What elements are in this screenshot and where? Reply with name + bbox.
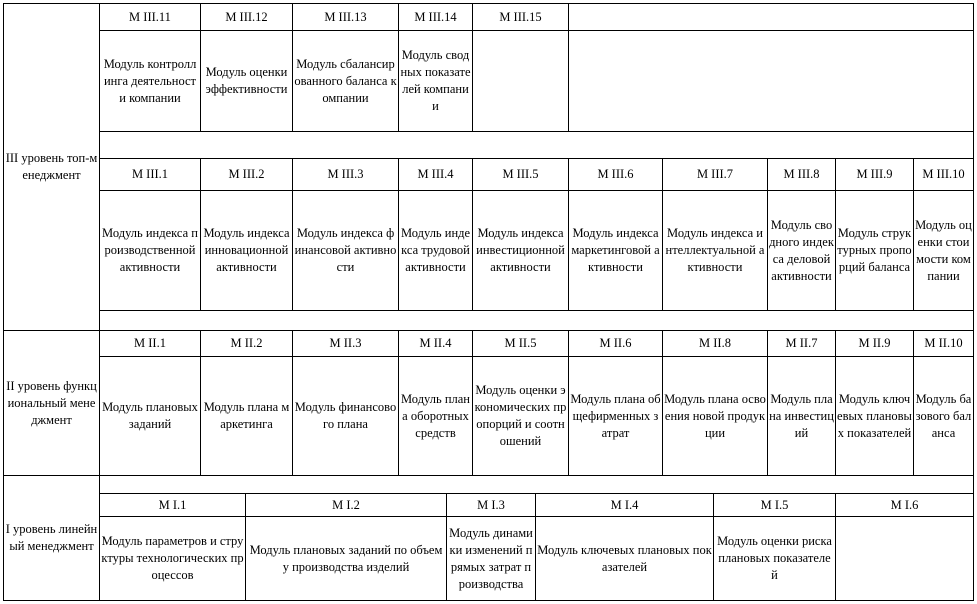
spacer-row (99, 475, 974, 494)
module-name-top-10-text: Модуль оценки стоимости компании (915, 217, 972, 283)
module-name-func-3-text: Модуль финансового плана (294, 400, 397, 431)
module-code-top-1-text: М III.1 (131, 167, 169, 181)
module-code-func-10 (913, 330, 974, 357)
module-code-top-15-text: М III.15 (499, 9, 542, 24)
module-name-top-2 (200, 190, 293, 311)
module-name-top-14 (398, 30, 473, 132)
module-name-line-1-text: Модуль параметров и структуры технологических процессов (101, 534, 244, 582)
module-code-top-7-text: М III.7 (696, 167, 734, 181)
module-name-top-9 (835, 190, 914, 311)
module-code-top-4-text: М III.4 (417, 167, 454, 181)
module-code-line-6 (835, 493, 974, 517)
module-name-line-4-text: Модуль ключевых плановых показателей (537, 542, 712, 574)
module-name-top-15 (472, 30, 569, 132)
module-name-func-10 (913, 356, 974, 476)
module-code-func-4 (398, 330, 473, 357)
module-name-line-1 (99, 516, 246, 601)
module-code-func-10-text: М II.10 (924, 336, 963, 350)
level-label-top (3, 3, 100, 331)
module-code-top-5 (472, 158, 569, 191)
module-code-func-5-text: М II.5 (504, 336, 537, 350)
module-name-top-8 (767, 190, 836, 311)
module-code-line-6-text: М I.6 (890, 497, 919, 512)
module-code-top-3-text: М III.3 (327, 167, 364, 181)
module-name-top-2-text: Модуль индекса инновационной активности (203, 226, 290, 274)
module-name-top-7-text: Модуль индекса интеллектуальной активности (665, 226, 765, 274)
module-code-func-4-text: М II.4 (419, 336, 452, 350)
module-code-top-10 (913, 158, 974, 191)
module-name-top-11 (99, 30, 201, 132)
module-code-top-8 (767, 158, 836, 191)
module-name-top-9-text: Модуль структурных пропорций баланса (837, 226, 912, 274)
module-code-func-8-text: М II.7 (785, 336, 818, 350)
module-name-top-5 (472, 190, 569, 311)
spacer-row (99, 310, 974, 331)
module-code-top-12-text: М III.12 (225, 9, 268, 24)
module-code-line-1 (99, 493, 246, 517)
module-name-top-7 (662, 190, 768, 311)
module-code-line-3-text: М I.3 (477, 497, 505, 512)
level-label-top-text: III уровень топ-менеджмент (5, 151, 98, 182)
module-name-top-1 (99, 190, 201, 311)
spacer-row (99, 131, 974, 159)
module-name-func-1-text: Модуль плановых заданий (102, 400, 198, 431)
module-code-top-11 (99, 3, 201, 31)
module-code-top-14-text: М III.14 (414, 9, 457, 24)
module-code-func-2 (200, 330, 293, 357)
module-name-func-2-text: Модуль плана маркетинга (203, 400, 290, 431)
module-code-top-6 (568, 158, 663, 191)
module-name-top-1-text: Модуль индекса производственной активности (102, 226, 198, 274)
level-label-linear-text: I уровень линейный менеджмент (5, 522, 98, 553)
module-name-func-7 (662, 356, 768, 476)
module-code-func-8 (767, 330, 836, 357)
module-code-line-2 (245, 493, 447, 517)
module-name-top-4-text: Модуль индекса трудовой активности (400, 226, 471, 274)
module-code-top-1 (99, 158, 201, 191)
module-name-func-7-text: Модуль плана освоения новой продукции (664, 391, 766, 440)
module-code-top-10-text: М III.10 (922, 167, 965, 181)
module-name-top-5-text: Модуль индекса инвестиционной активности (476, 226, 565, 274)
module-name-top-13-text: Модуль сбалансированного баланса компании (294, 56, 397, 105)
empty-cell (568, 3, 974, 31)
module-name-top-3 (292, 190, 399, 311)
module-name-top-13 (292, 30, 399, 132)
module-code-top-13 (292, 3, 399, 31)
module-code-top-9-text: М III.9 (856, 167, 893, 181)
module-code-func-1 (99, 330, 201, 357)
module-code-top-14 (398, 3, 473, 31)
module-name-top-6 (568, 190, 663, 311)
module-code-top-5-text: М III.5 (502, 167, 539, 181)
module-name-top-11-text: Модуль контроллинга деятельности компании (103, 56, 197, 105)
module-code-line-1-text: М I.1 (158, 497, 187, 512)
module-code-func-9 (835, 330, 914, 357)
module-code-line-5 (713, 493, 836, 517)
module-name-line-4 (535, 516, 714, 601)
module-code-func-5 (472, 330, 569, 357)
module-code-top-12 (200, 3, 293, 31)
module-name-func-8-text: Модуль плана инвестиций (769, 391, 834, 440)
module-code-func-1-text: М II.1 (134, 336, 166, 350)
module-name-func-6 (568, 356, 663, 476)
module-code-func-7-text: М II.8 (699, 336, 731, 350)
empty-cell (568, 30, 974, 132)
module-code-top-2 (200, 158, 293, 191)
level-label-linear (3, 475, 100, 601)
module-code-top-7 (662, 158, 768, 191)
module-name-func-9 (835, 356, 914, 476)
module-code-func-3-text: М II.3 (329, 336, 362, 350)
module-name-func-5-text: Модуль оценки экономических пропорций и соотношений (474, 383, 567, 448)
module-code-func-7 (662, 330, 768, 357)
module-name-line-2 (245, 516, 447, 601)
module-name-func-9-text: Модуль ключевых плановых показателей (837, 391, 912, 440)
module-code-top-3 (292, 158, 399, 191)
module-code-top-11-text: М III.11 (129, 9, 171, 24)
module-code-line-2-text: М I.2 (332, 497, 360, 512)
module-code-top-2-text: М III.2 (228, 167, 265, 181)
level-label-functional-text: II уровень функциональный менеджмент (6, 378, 97, 427)
module-name-func-6-text: Модуль плана общефирменных затрат (570, 391, 661, 440)
module-name-line-2-text: Модуль плановых заданий по объему производства изделий (249, 542, 443, 574)
module-code-line-3 (446, 493, 536, 517)
module-code-top-15 (472, 3, 569, 31)
module-name-func-5 (472, 356, 569, 476)
module-name-func-3 (292, 356, 399, 476)
module-code-func-6 (568, 330, 663, 357)
module-name-top-10 (913, 190, 974, 311)
module-name-line-3-text: Модуль динамики изменений прямых затрат производства (449, 525, 533, 591)
module-name-top-14-text: Модуль сводных показателей компании (400, 48, 471, 113)
module-code-func-9-text: М II.9 (858, 336, 891, 350)
module-name-line-5-text: Модуль оценки риска плановых показателей (717, 534, 832, 582)
module-name-func-10-text: Модуль базового баланса (915, 391, 972, 440)
module-code-top-6-text: М III.6 (597, 167, 634, 181)
module-code-func-3 (292, 330, 399, 357)
module-code-func-6-text: М II.6 (599, 336, 632, 350)
module-code-line-5-text: М I.5 (760, 497, 789, 512)
module-name-func-2 (200, 356, 293, 476)
module-name-top-4 (398, 190, 473, 311)
module-name-line-5 (713, 516, 836, 601)
module-name-func-4-text: Модуль плана оборотных средств (401, 391, 470, 440)
module-name-top-8-text: Модуль сводного индекса деловой активности (769, 217, 834, 283)
module-name-func-4 (398, 356, 473, 476)
module-name-line-6 (835, 516, 974, 601)
module-code-func-2-text: М II.2 (230, 336, 263, 350)
module-code-line-4-text: М I.4 (610, 497, 639, 512)
module-name-top-12 (200, 30, 293, 132)
module-name-func-1 (99, 356, 201, 476)
module-name-top-6-text: Модуль индекса маркетинговой активности (571, 226, 660, 274)
module-name-func-8 (767, 356, 836, 476)
module-code-line-4 (535, 493, 714, 517)
module-name-top-12-text: Модуль оценки эффективности (205, 65, 288, 96)
module-name-top-3-text: Модуль индекса финансовой активности (294, 226, 397, 274)
module-name-line-3 (446, 516, 536, 601)
module-code-top-9 (835, 158, 914, 191)
level-label-functional (3, 330, 100, 476)
module-code-top-4 (398, 158, 473, 191)
module-code-top-13-text: М III.13 (324, 9, 367, 24)
module-code-top-8-text: М III.8 (783, 167, 820, 181)
